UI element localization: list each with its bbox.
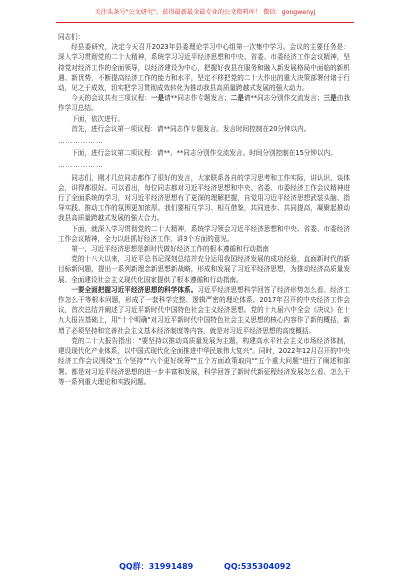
paragraph-intro: 经县委研究，决定今天召开2023年县委理论学习中心组第一次集中学习。会议的主要任务是：深入学习贯彻党的二十大精神，系统学习习近平经济思想和中央、省委、市委经济工作会议精神，坚持党对经济工作的全面领导，以经济建设为中心，把握好我县在服务和融入新发展格局中面临的新机遇、新优势，不断提高经济工作的能力和水平，坚定不移把党的二十大作出的重大决策部署付诸于行动，见之于成效，切实把学习贯彻成效转化为推动我县高质量跨越式发展的强大动力。 bbox=[58, 43, 350, 93]
header-banner: 关注头条号"公文研究"，获得最新最全最专业的公文资料库！ 微信：gongwenyj bbox=[56, 6, 354, 20]
agenda-second-item: 下面，进行会议第二项议程：请**、**同志分别作交流发言。时间分别控制在15分钟以内。 bbox=[71, 149, 337, 158]
agenda-item-1-label: 一是 bbox=[150, 94, 165, 103]
agenda-block bbox=[58, 93, 350, 113]
agenda-item-1-text: 请**同志作专题发言； bbox=[164, 94, 231, 103]
agenda-item-2-text: 请**同志分别作交流发言； bbox=[243, 94, 324, 103]
paragraph-since-18th: 党的十八大以来，习近平总书记深刻总结并充分运用我国经济发展的成功经验，直面新时代的新目标新问题，提出一系列新理念新思想新战略，形成和发展了习近平经济思想，为推动经济高质量发展、全面建设社会主义现代化国家提供了根本遵循和行动指南。 bbox=[58, 255, 350, 284]
agenda-item-3-label: 三是 bbox=[323, 94, 337, 103]
section-heading-1: 第一，习近平经济思想是新时代做好经济工作的根本遵循和行动指南 bbox=[71, 245, 269, 254]
separator-2: ……………… bbox=[58, 161, 104, 170]
paragraph-20th-report: 党的二十大报告指出："要坚持以推动高质量发展为主题，构建高水平社会主义市场经济体制，建设现代化产业体系，以中国式现代化全面推进中华民族伟大复兴"。同时，2022年12月召开的中央经济工作会议围绕"五个坚持""六个更好统筹""五个方面政策取向""五个重大问题"进行了阐述和部署。都是对习近平经济思想的进一步丰富和发展，科学回答了新时代新征程经济发展怎么看、怎么干等一系列重大理论和实践问题。 bbox=[58, 336, 350, 386]
agenda-item-3-text: 由我作学习总结。 bbox=[58, 94, 350, 113]
agenda-first-item: 首先，进行会议第一项议程：请**同志作专题发言。发言时间控制在20分钟以内。 bbox=[71, 124, 311, 133]
document-body bbox=[58, 32, 350, 552]
agenda-item-2-label: 二是 bbox=[230, 94, 244, 103]
footer bbox=[56, 560, 354, 574]
bold-lead: 一要全面把握习近平经济思想的科学体系。 bbox=[71, 285, 198, 294]
separator-1: ……………… bbox=[58, 137, 104, 146]
agenda-ack: 下面，依次进行。 bbox=[71, 114, 124, 123]
paragraph-next: 下面，就深入学习贯彻党的二十大精神，系统学习领会习近平经济思想和中央、省委、市委经济工作会议精神，全力以赴抓好经济工作，讲3个方面的意见。 bbox=[58, 224, 350, 243]
header-divider bbox=[56, 22, 354, 23]
footer-qq-group: QQ群：31991489 bbox=[119, 562, 194, 571]
paragraph-system-text: 习近平经济思想科学回答了经济形势怎么看、经济工作怎么干等根本问题，形成了一套科学完整、逻辑严密的理论体系。2017年召开的中央经济工作会议，首次总结并阐述了习近平新时代中国特色社会主义经济思想。党的十九届六中全会《决议》在十九大报告基础上，用"十个明确"对习近平新时代中国特色社会主义思想的核心内容作了新的概括，新增了必须坚持和完善社会主义基本经济制度等内容，就是对习近平经济思想的高度概括。 bbox=[58, 285, 350, 335]
footer-qq-contact: QQ:535304092 bbox=[224, 562, 291, 571]
agenda-intro: 今天的会议共有三项议程： bbox=[71, 94, 151, 103]
paragraph-system bbox=[58, 285, 350, 336]
salutation: 同志们： bbox=[58, 33, 85, 41]
paragraph-comrades: 同志们，刚才几位同志都作了很好的发言，大家联系各自的学习思考和工作实际，讲认识，谈体会，讲得都很好。可以看出，每位同志都对习近平经济思想和中央、省委、市委经济工作会议精神进行了全面系统的学习，对习近平经济思想有了更深的理解把握，自觉用习近平经济思想武装头脑、指导实践、推动工作的氛围更加浓厚。我们要相互学习、相互借鉴，共同进步、共同提高，凝聚起推动我县高质量跨越式发展的强大合力。 bbox=[58, 173, 350, 223]
